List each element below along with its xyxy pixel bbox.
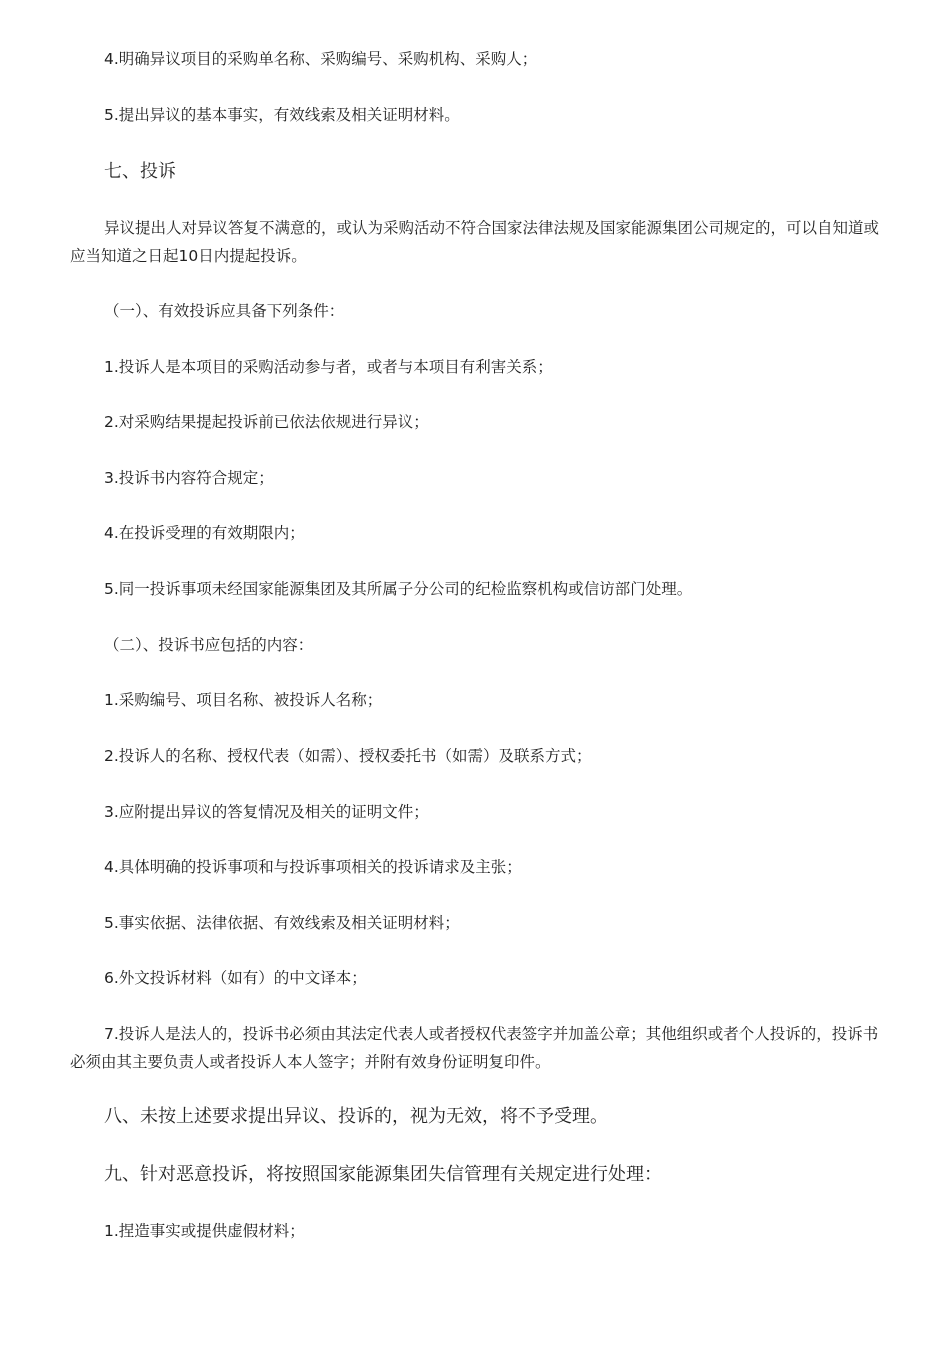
condition-item-4: 4.在投诉受理的有效期限内； [104,524,305,542]
complaint-paragraph: 异议提出人对异议答复不满意的，或认为采购活动不符合国家法律法规及国家能源集团公司规定的，可以自知道或应当知道之日起10日内提起投诉。 [70,219,880,265]
subsection-conditions: （一）、有效投诉应具备下列条件： [104,302,345,320]
objection-item-5: 5.提出异议的基本事实，有效线索及相关证明材料。 [104,106,460,124]
condition-item-3: 3.投诉书内容符合规定； [104,469,274,487]
content-item-2: 2.投诉人的名称、授权代表（如需）、授权委托书（如需）及联系方式； [104,747,592,765]
content-item-6: 6.外文投诉材料（如有）的中文译本； [104,969,367,987]
content-item-1: 1.采购编号、项目名称、被投诉人名称； [104,691,383,709]
subsection-contents: （二）、投诉书应包括的内容： [104,636,314,654]
content-item-5: 5.事实依据、法律依据、有效线索及相关证明材料； [104,914,460,932]
condition-item-2: 2.对采购结果提起投诉前已依法依规进行异议； [104,413,429,431]
section-heading-malicious: 九、针对恶意投诉，将按照国家能源集团失信管理有关规定进行处理： [104,1164,662,1185]
condition-item-5: 5.同一投诉事项未经国家能源集团及其所属子分公司的纪检监察机构或信访部门处理。 [104,580,693,598]
objection-item-4: 4.明确异议项目的采购单名称、采购编号、采购机构、采购人； [104,50,538,68]
malicious-item-1: 1.捏造事实或提供虚假材料； [104,1222,305,1240]
section-heading-invalid: 八、未按上述要求提出异议、投诉的，视为无效，将不予受理。 [104,1106,608,1127]
content-item-3: 3.应附提出异议的答复情况及相关的证明文件； [104,803,429,821]
content-item-4: 4.具体明确的投诉事项和与投诉事项相关的投诉请求及主张； [104,858,522,876]
section-heading-complaint: 七、投诉 [104,161,176,182]
content-item-7: 7.投诉人是法人的，投诉书必须由其法定代表人或者授权代表签字并加盖公章；其他组织或者个人投诉的，投诉书必须由其主要负责人或者投诉人本人签字；并附有效身份证明复印件。 [70,1025,879,1071]
condition-item-1: 1.投诉人是本项目的采购活动参与者，或者与本项目有利害关系； [104,358,553,376]
